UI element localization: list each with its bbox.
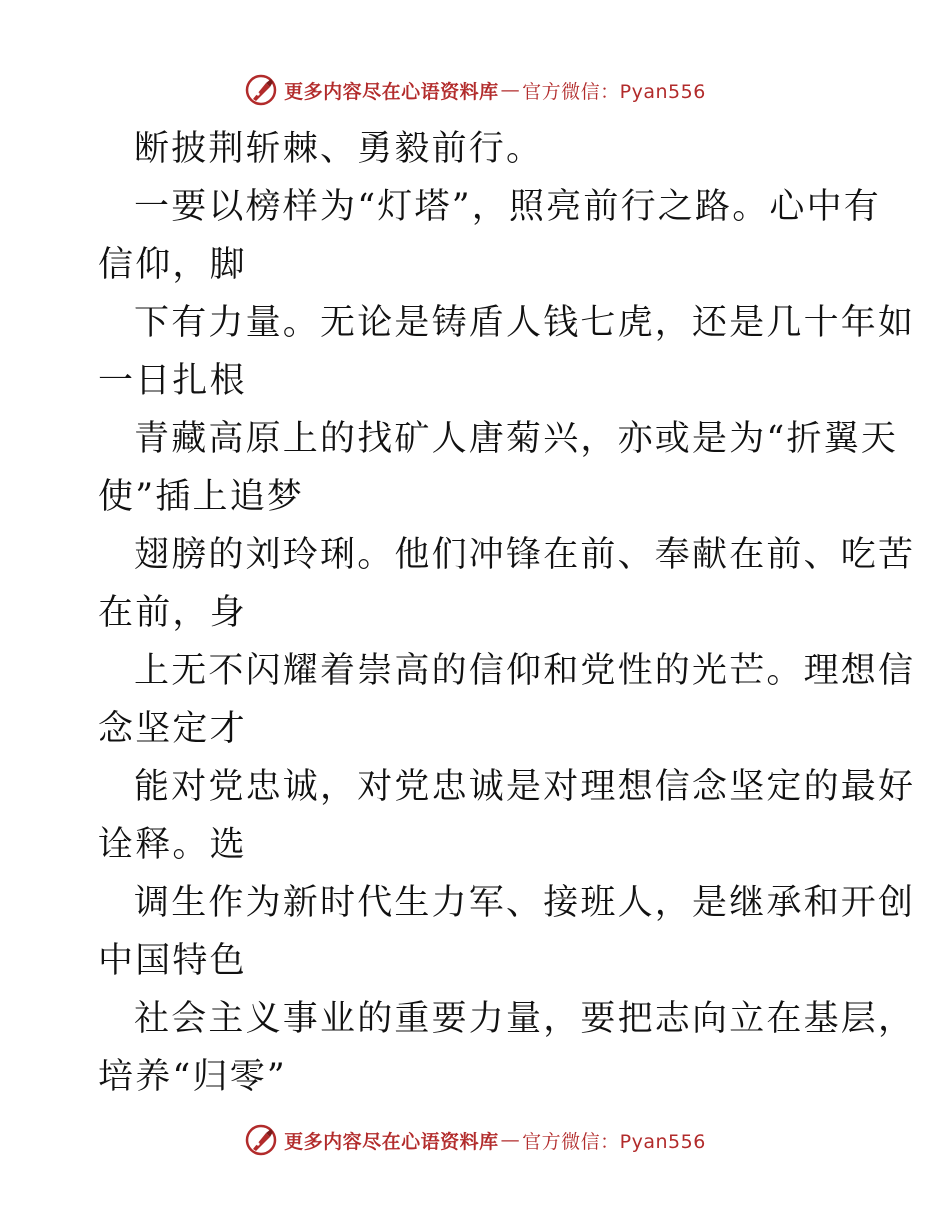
text-line: 中国特色 — [98, 941, 247, 981]
text-line: 青藏高原上的找矿人唐菊兴，亦或是为“折翼天 — [134, 419, 899, 459]
text-line: 念坚定才 — [98, 709, 247, 749]
text-line: 社会主义事业的重要力量，要把志向立在基层， — [134, 999, 916, 1039]
header-contact: 官方微信：Pyan556 — [522, 80, 706, 103]
text-line: 断披荆斩棘、勇毅前行。 — [134, 129, 544, 169]
header-site-name: 更多内容尽在心语资料库 — [284, 80, 499, 103]
header-dash: — — [500, 79, 521, 101]
footer-contact: 官方微信：Pyan556 — [522, 1130, 706, 1153]
header-banner — [0, 70, 950, 110]
text-line: 能对党忠诚，对党忠诚是对理想信念坚定的最好 — [134, 767, 916, 807]
footer-dash: — — [500, 1129, 521, 1151]
text-line: 使”插上追梦 — [98, 477, 305, 517]
pen-nib-icon — [244, 1123, 278, 1157]
text-line: 一日扎根 — [98, 361, 247, 401]
text-line: 下有力量。无论是铸盾人钱七虎，还是几十年如 — [134, 303, 916, 343]
text-line: 培养“归零” — [98, 1057, 287, 1097]
text-line: 调生作为新时代生力军、接班人，是继承和开创 — [134, 883, 916, 923]
text-line: 上无不闪耀着崇高的信仰和党性的光芒。理想信 — [134, 651, 916, 691]
text-line: 一要以榜样为“灯塔”，照亮前行之路。心中有 — [134, 187, 881, 227]
text-line: 在前，身 — [98, 593, 247, 633]
pen-nib-icon — [244, 73, 278, 107]
footer-banner — [0, 1120, 950, 1160]
footer-site-name: 更多内容尽在心语资料库 — [284, 1130, 499, 1153]
body-text — [98, 120, 916, 1106]
text-line: 诠释。选 — [98, 825, 247, 865]
text-line: 信仰，脚 — [98, 245, 247, 285]
text-line: 翅膀的刘玲琍。他们冲锋在前、奉献在前、吃苦 — [134, 535, 916, 575]
